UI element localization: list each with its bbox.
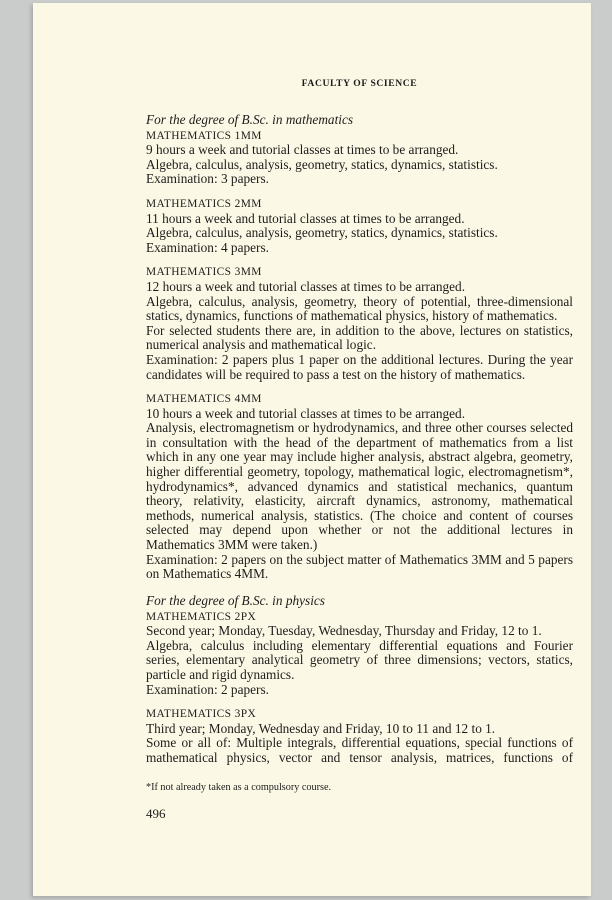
course-syllabus: Analysis, electromagnetism or hydrodynamics, and three other courses selected in consultation with the head of the department of mathematics from a list which in any one year may include higher analysis, abstract algebra, geometry, higher differential geometry, topology, mathematical logic, electromagnetism*, hydrodynamics*, advanced dynamics and statistical mechanics, quantum theory, relativity, elasticity, aircraft dynamics, astronomy, mathematical methods, numerical analysis, statistics. (The choice and content of courses selected may depend upon whether or not the additional lectures in Mathematics 3MM were taken.) <box>146 420 573 553</box>
running-head: FACULTY OF SCIENCE <box>301 78 418 89</box>
book-page <box>33 3 591 896</box>
course-schedule: Second year; Monday, Tuesday, Wednesday, Thursday and Friday, 12 to 1. <box>146 623 542 639</box>
course-mathematics-2mm <box>146 197 573 255</box>
course-hours: 10 hours a week and tutorial classes at times to be arranged. <box>146 405 466 421</box>
course-examination: Examination: 3 papers. <box>146 171 269 187</box>
section-heading: For the degree of B.Sc. in mathematics <box>146 112 354 127</box>
footnote: *If not already taken as a compulsory course. <box>146 782 332 793</box>
course-examination: Examination: 2 papers plus 1 paper on the additional lectures. During the year candidates will be required to pass a test on the history of mathematics. <box>146 351 573 382</box>
course-mathematics-2px <box>146 610 573 698</box>
section-bsc-mathematics <box>146 113 573 592</box>
section-heading: For the degree of B.Sc. in physics <box>146 593 325 608</box>
course-schedule: Third year; Monday, Wednesday and Friday, 10 to 11 and 12 to 1. <box>146 720 496 736</box>
course-examination: Examination: 2 papers on the subject matter of Mathematics 3MM and 5 papers on Mathematics 4MM. <box>146 551 573 582</box>
course-hours: 11 hours a week and tutorial classes at times to be arranged. <box>146 210 465 226</box>
course-syllabus: Algebra, calculus, analysis, geometry, theory of potential, three-dimensional statics, dynamics, functions of mathematical physics, history of mathematics. <box>146 293 573 324</box>
course-mathematics-1mm <box>146 129 573 187</box>
course-mathematics-4mm <box>146 392 573 582</box>
course-code: MATHEMATICS 2MM <box>146 197 262 210</box>
course-hours: 9 hours a week and tutorial classes at times to be arranged. <box>146 142 459 158</box>
course-code: MATHEMATICS 4MM <box>146 393 262 406</box>
course-mathematics-3mm <box>146 265 573 382</box>
course-syllabus: Algebra, calculus including elementary differential equations and Fourier series, elementary analytical geometry of three dimensions; vectors, statics, particle and rigid dynamics. <box>146 637 573 682</box>
course-syllabus: Algebra, calculus, analysis, geometry, statics, dynamics, statistics. <box>146 156 498 172</box>
course-examination: Examination: 4 papers. <box>146 239 269 255</box>
page-number: 496 <box>146 806 166 821</box>
course-hours: 12 hours a week and tutorial classes at times to be arranged. <box>146 278 466 294</box>
course-code: MATHEMATICS 2PX <box>146 610 257 623</box>
course-mathematics-3px <box>146 707 573 765</box>
course-syllabus: Some or all of: Multiple integrals, differential equations, special functions of mathematical physics, vector and tensor analysis, matrices, functions of <box>146 735 573 765</box>
course-examination: Examination: 2 papers. <box>146 681 269 697</box>
course-code: MATHEMATICS 1MM <box>146 129 262 142</box>
course-syllabus: Algebra, calculus, analysis, geometry, statics, dynamics, statistics. <box>146 225 498 241</box>
course-code: MATHEMATICS 3MM <box>146 266 262 279</box>
course-additional-lectures: For selected students there are, in addition to the above, lectures on statistics, numerical analysis and mathematical logic. <box>146 322 573 353</box>
course-code: MATHEMATICS 3PX <box>146 708 257 721</box>
section-bsc-physics <box>146 594 573 776</box>
